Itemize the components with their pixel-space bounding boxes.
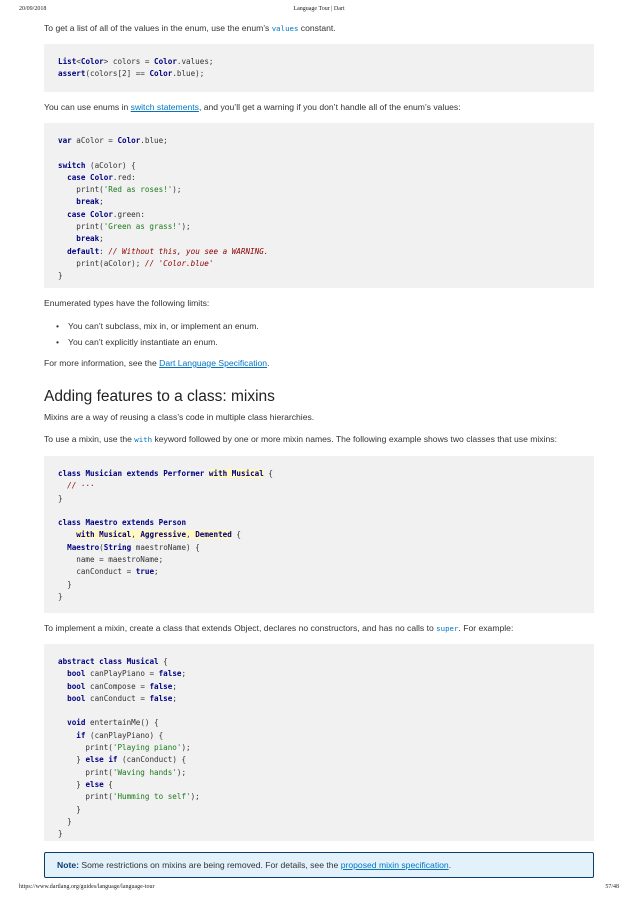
code-block-musical-class [44, 644, 594, 841]
code-block-mixin-usage [44, 456, 594, 613]
use-mixin-paragraph: To use a mixin, use the with keyword followed by one or more mixin names. The following example shows two classes that use mixins: [44, 434, 557, 444]
note-callout [44, 852, 594, 878]
code-block-switch [44, 123, 594, 288]
mixin-spec-link[interactable]: proposed mixin specification [340, 860, 449, 870]
code-block-text: List<Color> colors = Color.values; assert(colors[2] == Color.blue); [58, 57, 214, 79]
code-block-text: var aColor = Color.blue; switch (aColor) { case Color.red: print('Red as roses!'); break; case Color.green: print('Green as grass!'); break; default: // Without this, you see a WARNING. print(aColor); // 'Color.blue' } [58, 136, 269, 281]
values-paragraph: To get a list of all of the values in the enum, use the enum’s values constant. [44, 23, 336, 33]
inline-code-super: super [436, 624, 459, 633]
inline-code-values: values [271, 24, 299, 33]
implement-mixin-paragraph: To implement a mixin, create a class that extends Object, declares no constructors, and has no calls to super. For example: [44, 623, 514, 633]
print-footer [19, 884, 619, 894]
more-info-paragraph: For more information, see the Dart Language Specification. [44, 358, 270, 368]
code-block-text: class Musician extends Performer with Musical { // ··· } class Maestro extends Person with Musical, Aggressive, Demented { Maestro(String maestroName) { name = maestroName; canConduct = true; } } [58, 469, 273, 601]
print-header [19, 6, 619, 16]
switch-statements-link[interactable]: switch statements [130, 102, 199, 112]
note-text: Note: Some restrictions on mixins are being removed. For details, see the proposed mixin specification. [57, 860, 452, 870]
code-block-enum-values [44, 44, 594, 92]
mixins-definition: Mixins are a way of reusing a class’s code in multiple class hierarchies. [44, 412, 315, 422]
limits-list [44, 318, 259, 350]
switch-paragraph: You can use enums in switch statements, and you’ll get a warning if you don’t handle all of the enum’s values: [44, 102, 461, 112]
list-item: • You can’t explicitly instantiate an enum. [44, 334, 259, 350]
print-url: https://www.dartlang.org/guides/language/language-tour [19, 884, 155, 890]
inline-code-with: with [134, 435, 153, 444]
list-item: • You can’t subclass, mix in, or implement an enum. [44, 318, 259, 334]
section-heading: Adding features to a class: mixins [44, 388, 275, 405]
code-block-text: abstract class Musical { bool canPlayPiano = false; bool canCompose = false; bool canConduct = false; void entertainMe() { if (canPlayPiano) { print('Playing piano'); } else if (canConduct) { print('Waving hands'); } else { print('Humming to self'); } } } [58, 657, 200, 839]
print-title: Language Tour | Dart [293, 6, 345, 12]
note-label: Note: [57, 860, 79, 870]
dart-spec-link[interactable]: Dart Language Specification [159, 358, 268, 368]
print-page-number: 57/48 [605, 884, 619, 890]
limits-intro: Enumerated types have the following limits: [44, 298, 210, 308]
print-date: 20/09/2018 [19, 6, 47, 12]
